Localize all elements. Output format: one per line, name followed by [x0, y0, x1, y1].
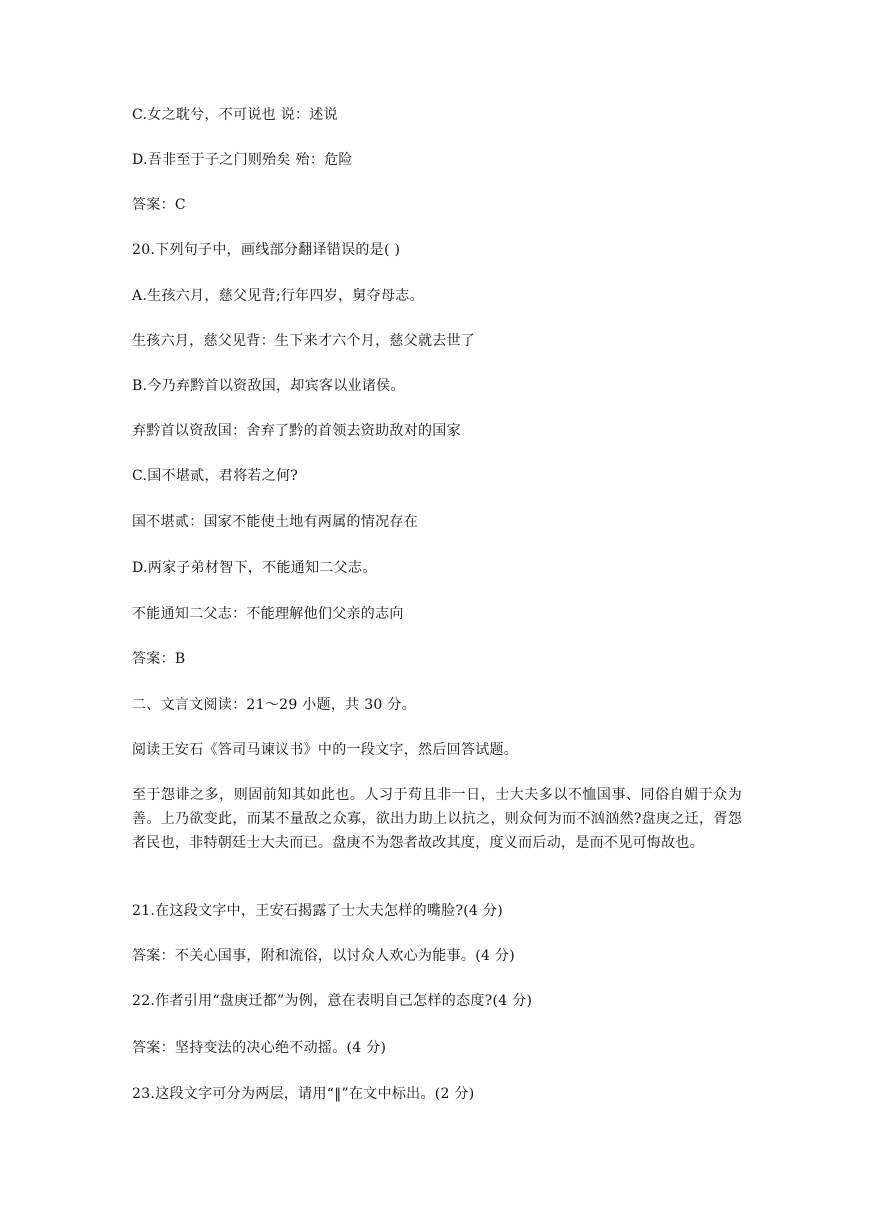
option-d-line-2: D.两家子弟材智下，不能通知二父志。 [132, 560, 377, 576]
section-heading: 二、文言文阅读：21～29 小题，共 30 分。 [132, 697, 416, 713]
option-b-line: B.今乃弃黔首以资敌国，却宾客以业诸侯。 [132, 378, 405, 394]
option-c-line-2: C.国不堪贰，君将若之何? [132, 468, 299, 484]
question-21: 21.在这段文字中，王安石揭露了士大夫怎样的嘴脸?(4 分) [132, 903, 504, 919]
option-a-translation: 生孩六月，慈父见背：生下来才六个月，慈父就去世了 [132, 333, 476, 349]
question-23: 23.这段文字可分为两层，请用“‖”在文中标出。(2 分) [132, 1086, 475, 1102]
answer-line-2: 答案：B [132, 651, 186, 667]
passage-text: 至于怨诽之多，则固前知其如此也。人习于苟且非一日，士大夫多以不恤国事、同俗自媚于众为善。上乃欲变此，而某不量敌之众寡，欲出力助上以抗之，则众何为而不汹汹然?盘庚之迁，胥怨者民也，非特朝廷士大夫而已。盘庚不为怨者故改其度，度义而后动，是而不见可悔故也。 [132, 787, 742, 851]
question-22: 22.作者引用“盘庚迁都”为例，意在表明自己怎样的态度?(4 分) [132, 993, 533, 1009]
option-c-line: C.女之耽兮，不可说也 说：述说 [132, 107, 338, 123]
option-c-translation: 国不堪贰：国家不能使土地有两属的情况存在 [132, 514, 418, 530]
answer-line: 答案：C [132, 197, 186, 213]
answer-21: 答案：不关心国事，附和流俗，以讨众人欢心为能事。(4 分) [132, 948, 515, 964]
option-a-line: A.生孩六月，慈父见背;行年四岁，舅夺母志。 [132, 288, 424, 304]
option-d-line: D.吾非至于子之门则殆矣 殆：危险 [132, 152, 353, 168]
answer-22: 答案：坚持变法的决心绝不动摇。(4 分) [132, 1040, 387, 1056]
option-b-translation: 弃黔首以资敌国：舍弃了黔的首领去资助敌对的国家 [132, 423, 461, 439]
question-20: 20.下列句子中，画线部分翻译错误的是( ) [132, 242, 401, 258]
reading-instruction: 阅读王安石《答司马谏议书》中的一段文字，然后回答试题。 [132, 742, 519, 758]
option-d-translation: 不能通知二父志：不能理解他们父亲的志向 [132, 606, 404, 622]
